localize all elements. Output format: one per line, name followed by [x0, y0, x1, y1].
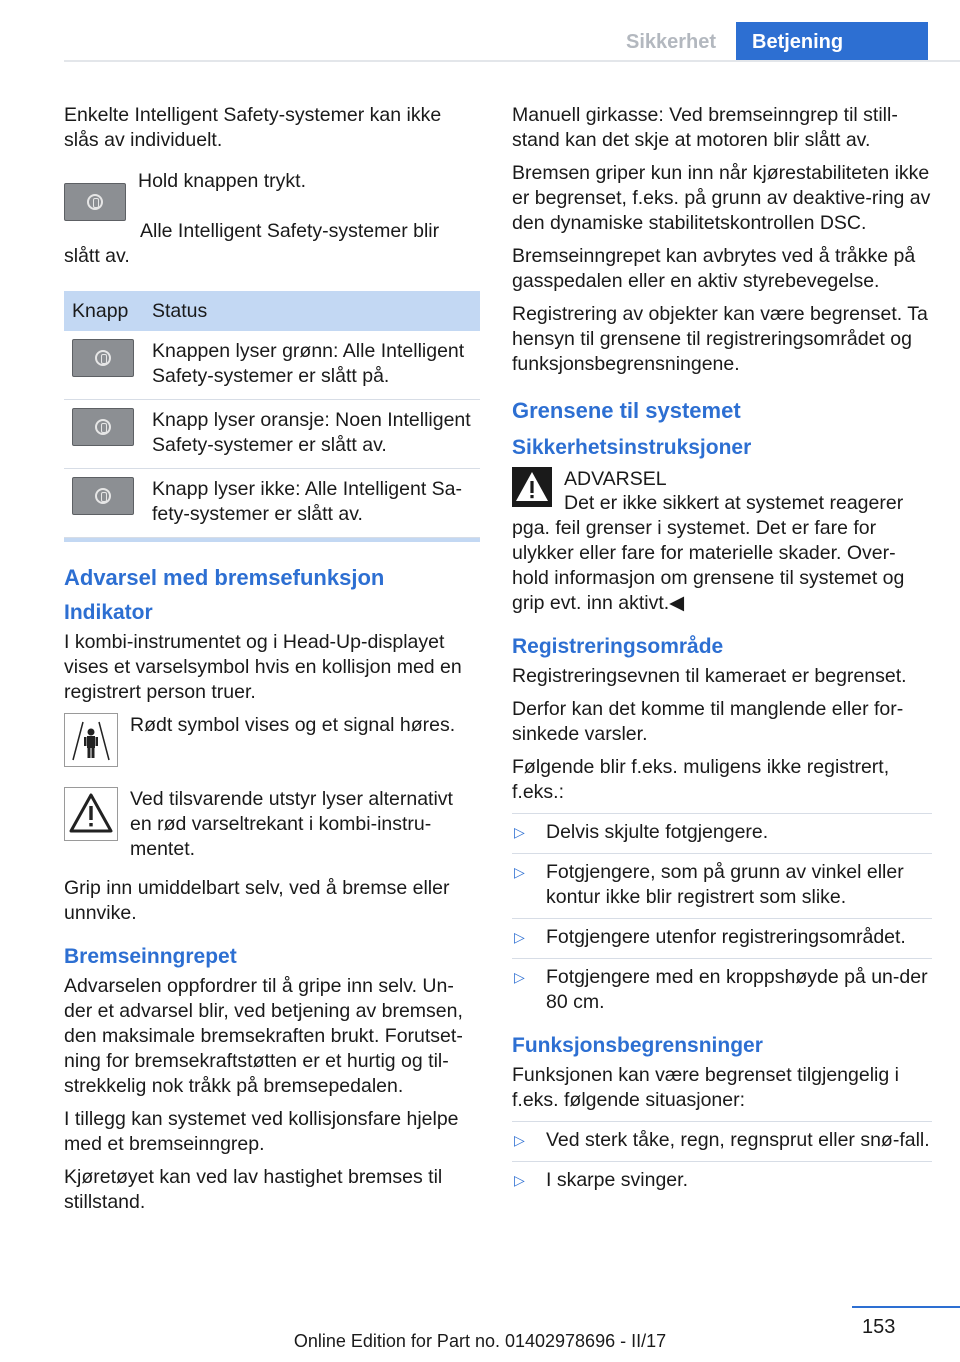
section-title-advarsel: Advarsel med bremsefunksjon: [64, 565, 385, 590]
table-row: [64, 331, 480, 400]
right-column: [512, 103, 932, 1201]
hold-line1: Hold knappen trykt.: [138, 170, 307, 192]
indikator-text: I kombi-instrumentet og i Head-Up-displayet vises et varselsymbol hvis en kollisjon med en registrert person truer.: [64, 631, 462, 703]
table-bottom-rule: [64, 538, 480, 542]
grip-text: Grip inn umiddelbart selv, ved å bremse eller unnvike.: [64, 877, 450, 924]
brems-paragraph-1: Advarselen oppfordrer til å gripe inn selv. Un-der et advarsel blir, ved betjening av bremsen, den maksimale bremsekraften brukt. Forutset-ning for bremsekraftstøtten er et hurtig og til-strekkelig nok tråkk på bremsepedalen.: [64, 975, 463, 1097]
subsection-sikkerhetsinstruksjoner: Sikkerhetsinstruksjoner: [512, 436, 752, 459]
red-symbol-text: Rødt symbol vises og et signal høres.: [130, 714, 456, 736]
hold-button-block: [64, 169, 480, 269]
status-cell: Knapp lyser ikke: Alle Intelligent Sa-fety-systemer er slått av.: [144, 469, 480, 538]
left-column: [64, 103, 480, 1223]
warning-text: Det er ikke sikkert at systemet reagerer pga. feil grenser i systemet. Det er fare for ulykker eller fare for materielle skader. Over-hold informasjon om grensene til systemet og grip evt. inn aktivt.◀: [512, 492, 905, 614]
funk-paragraph-1: Funksjonen kan være begrenset tilgjengelig i f.eks. følgende situasjoner:: [512, 1064, 899, 1111]
status-table: [64, 291, 480, 538]
hold-line2: Alle Intelligent Safety-systemer blir slått av.: [64, 220, 440, 267]
warning-label: ADVARSEL: [564, 468, 667, 490]
column-header-knapp: Knapp: [64, 291, 144, 331]
list-item: ▷ Fotgjengere med en kroppshøyde på un-der 80 cm.: [512, 958, 932, 1015]
caution-icon: [512, 467, 552, 507]
red-symbol-row: [64, 713, 480, 767]
right-paragraph-4: Registrering av objekter kan være begrenset. Ta hensyn til grensene til registreringsområdet og funksjonsbegrensningene.: [512, 303, 928, 375]
page-number: 153: [862, 1316, 896, 1338]
reg-paragraph-3: Følgende blir f.eks. muligens ikke registrert, f.eks.:: [512, 756, 890, 803]
intro-text: Enkelte Intelligent Safety-systemer kan ikke slås av individuelt.: [64, 104, 442, 151]
reg-paragraph-2: Derfor kan det komme til manglende eller for-sinkede varsler.: [512, 698, 904, 745]
brems-paragraph-2: I tillegg kan systemet ved kollisjonsfare hjelpe med et bremseinngrep.: [64, 1108, 459, 1155]
list-item: ▷ I skarpe svinger.: [512, 1161, 932, 1193]
status-cell: Knapp lyser oransje: Noen Intelligent Safety-systemer er slått av.: [144, 400, 480, 469]
right-paragraph-3: Bremseinngrepet kan avbrytes ved å tråkke på gasspedalen eller en aktiv styrebevegelse.: [512, 245, 916, 292]
right-paragraph-2: Bremsen griper kun inn når kjørestabiliteten ikke er begrenset, f.eks. på grunn av deaktive-ring av den dynamiske stabilitetskontrollen DSC.: [512, 162, 931, 234]
warning-triangle-icon: [64, 787, 118, 841]
list-item: ▷ Fotgjengere utenfor registreringsområdet.: [512, 918, 932, 950]
list-item: ▷ Ved sterk tåke, regn, regnsprut eller snø-fall.: [512, 1121, 932, 1153]
reg-paragraph-1: Registreringsevnen til kameraet er begrenset.: [512, 665, 907, 687]
brems-paragraph-3: Kjøretøyet kan ved lav hastighet bremses til stillstand.: [64, 1166, 443, 1213]
status-cell: Knappen lyser grønn: Alle Intelligent Safety-systemer er slått på.: [144, 331, 480, 400]
tab-sikkerhet[interactable]: Sikkerhet: [626, 31, 717, 53]
footer-rule: [852, 1306, 960, 1308]
edition-footer: Online Edition for Part no. 01402978696 - II/17: [293, 1331, 667, 1351]
list-item: ▷ Fotgjengere, som på grunn av vinkel eller kontur ikke blir registrert som slike.: [512, 853, 932, 910]
triangle-row: [64, 787, 480, 862]
pedestrian-warning-icon: [64, 713, 118, 767]
tab-betjening[interactable]: Betjening: [736, 22, 928, 62]
column-header-status: Status: [144, 291, 480, 331]
table-row: [64, 469, 480, 538]
funk-bullet-list: [512, 1121, 932, 1193]
safety-button-icon: [64, 183, 126, 221]
safety-button-off-icon: [72, 477, 134, 515]
subsection-funksjonsbegrensninger: Funksjonsbegrensninger: [512, 1034, 763, 1057]
triangle-text: Ved tilsvarende utstyr lyser alternativt en rød varseltrekant i kombi-instru-mentet.: [130, 788, 453, 860]
subsection-bremseinngrepet: Bremseinngrepet: [64, 945, 237, 968]
safety-button-green-icon: [72, 339, 134, 377]
reg-bullet-list: [512, 813, 932, 1015]
header-divider: [64, 60, 960, 62]
table-row: [64, 400, 480, 469]
subsection-indikator: Indikator: [64, 601, 153, 624]
list-item: ▷ Delvis skjulte fotgjengere.: [512, 813, 932, 845]
right-paragraph-1: Manuell girkasse: Ved bremseinngrep til still-stand kan det skje at motoren blir slått av.: [512, 104, 898, 151]
subsection-registreringsomrade: Registreringsområde: [512, 635, 724, 658]
warning-block: [512, 467, 932, 616]
section-title-grensene: Grensene til systemet: [512, 398, 741, 423]
safety-button-orange-icon: [72, 408, 134, 446]
